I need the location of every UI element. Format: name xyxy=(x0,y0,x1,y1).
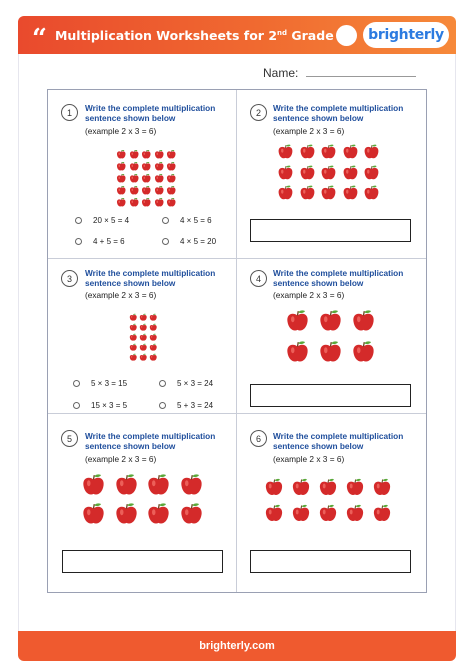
apple-icon xyxy=(299,164,316,181)
apple-icon xyxy=(129,146,140,157)
apple-icon xyxy=(116,194,127,205)
worksheet-header xyxy=(18,16,456,54)
apple-icon xyxy=(318,339,343,364)
apple-icon xyxy=(129,194,140,205)
apple-icon xyxy=(318,477,338,497)
apple-icon xyxy=(166,146,177,157)
answer-box[interactable] xyxy=(250,384,411,407)
question-example: (example 2 x 3 = 6) xyxy=(85,290,157,300)
question-number: 6 xyxy=(250,430,267,447)
radio-button[interactable] xyxy=(162,217,169,224)
apple-icon xyxy=(149,308,158,317)
question-example: (example 2 x 3 = 6) xyxy=(273,290,345,300)
answer-option[interactable]: 15 × 3 = 5 xyxy=(73,401,127,410)
answer-option[interactable]: 5 × 3 = 15 xyxy=(73,379,127,388)
apple-icon xyxy=(146,472,171,497)
apple-icon xyxy=(116,182,127,193)
question-number: 5 xyxy=(61,430,78,447)
radio-button[interactable] xyxy=(159,380,166,387)
apple-icon xyxy=(139,328,148,337)
brighterly-logo: brighterly xyxy=(363,22,449,48)
apple-icon xyxy=(154,146,165,157)
apple-icon xyxy=(179,472,204,497)
apple-icon xyxy=(351,339,376,364)
answer-box[interactable] xyxy=(62,550,223,573)
apple-icon xyxy=(129,170,140,181)
apple-icon xyxy=(291,503,311,523)
question-title: Write the complete multiplication sentence shown below xyxy=(85,103,216,123)
apple-icon xyxy=(166,182,177,193)
quote-mark-icon: “ xyxy=(32,24,47,54)
apple-icon xyxy=(351,308,376,333)
apple-icon xyxy=(139,338,148,347)
apple-icon xyxy=(363,143,380,160)
apple-icon xyxy=(264,477,284,497)
apple-icon xyxy=(141,182,152,193)
apple-icon xyxy=(149,328,158,337)
apple-icon xyxy=(129,348,138,357)
apple-icon xyxy=(299,184,316,201)
radio-button[interactable] xyxy=(159,402,166,409)
apple-icon xyxy=(342,184,359,201)
question-title: Write the complete multiplication sentence shown below xyxy=(85,431,216,451)
apple-icon xyxy=(149,318,158,327)
apple-icon xyxy=(277,143,294,160)
question-number: 3 xyxy=(61,270,78,287)
apple-icon xyxy=(285,339,310,364)
question-number: 1 xyxy=(61,104,78,121)
apple-icon xyxy=(363,164,380,181)
apple-icon xyxy=(114,501,139,526)
apple-icon xyxy=(285,308,310,333)
apple-icon xyxy=(345,503,365,523)
apple-icon xyxy=(129,338,138,347)
question-title: Write the complete multiplication sentence shown below xyxy=(85,268,216,288)
apple-icon xyxy=(149,338,158,347)
apple-icon xyxy=(141,146,152,157)
question-number: 4 xyxy=(250,270,267,287)
answer-box[interactable] xyxy=(250,550,411,573)
apple-icon xyxy=(264,503,284,523)
radio-button[interactable] xyxy=(75,238,82,245)
worksheet-title: Multiplication Worksheets for 2nd Grade xyxy=(54,27,334,43)
question-example: (example 2 x 3 = 6) xyxy=(273,126,345,136)
apple-icon xyxy=(154,170,165,181)
name-label: Name: xyxy=(263,66,299,80)
apple-icon xyxy=(129,158,140,169)
apple-icon xyxy=(116,146,127,157)
answer-option[interactable]: 20 × 5 = 4 xyxy=(75,216,129,225)
apple-icon xyxy=(318,503,338,523)
apple-icon xyxy=(141,158,152,169)
apple-icon xyxy=(116,158,127,169)
answer-option[interactable]: 4 + 5 = 6 xyxy=(75,237,125,246)
apple-icon xyxy=(129,318,138,327)
radio-button[interactable] xyxy=(75,217,82,224)
apple-icon xyxy=(166,170,177,181)
apple-icon xyxy=(342,164,359,181)
apple-icon xyxy=(320,143,337,160)
apple-icon xyxy=(116,170,127,181)
apple-icon xyxy=(299,143,316,160)
apple-icon xyxy=(129,308,138,317)
apple-icon xyxy=(146,501,171,526)
apple-icon xyxy=(129,328,138,337)
name-line xyxy=(306,76,416,77)
apple-icon xyxy=(320,164,337,181)
question-example: (example 2 x 3 = 6) xyxy=(273,454,345,464)
apple-icon xyxy=(363,184,380,201)
site-footer: brighterly.com xyxy=(18,631,456,661)
apple-icon xyxy=(81,472,106,497)
question-title: Write the complete multiplication sentence shown below xyxy=(273,268,404,288)
apple-icon xyxy=(154,158,165,169)
answer-option[interactable]: 5 × 3 = 24 xyxy=(159,379,213,388)
apple-icon xyxy=(318,308,343,333)
apple-icon xyxy=(154,194,165,205)
apple-icon xyxy=(277,164,294,181)
apple-icon xyxy=(166,158,177,169)
apple-icon xyxy=(81,501,106,526)
question-example: (example 2 x 3 = 6) xyxy=(85,126,157,136)
answer-option[interactable]: 5 + 3 = 24 xyxy=(159,401,213,410)
apple-icon xyxy=(372,477,392,497)
apple-icon xyxy=(139,318,148,327)
radio-button[interactable] xyxy=(73,402,80,409)
answer-option[interactable]: 4 × 5 = 6 xyxy=(162,216,212,225)
apple-icon xyxy=(141,194,152,205)
apple-icon xyxy=(114,472,139,497)
apple-icon xyxy=(139,348,148,357)
question-number: 2 xyxy=(250,104,267,121)
apple-icon xyxy=(129,182,140,193)
apple-icon xyxy=(154,182,165,193)
apple-icon xyxy=(277,184,294,201)
apple-icon xyxy=(141,170,152,181)
apple-icon xyxy=(345,477,365,497)
apple-icon xyxy=(320,184,337,201)
radio-button[interactable] xyxy=(162,238,169,245)
question-title: Write the complete multiplication sentence shown below xyxy=(273,431,404,451)
apple-icon xyxy=(149,348,158,357)
answer-box[interactable] xyxy=(250,219,411,242)
apple-icon xyxy=(342,143,359,160)
apple-icon xyxy=(291,477,311,497)
apple-icon xyxy=(372,503,392,523)
question-example: (example 2 x 3 = 6) xyxy=(85,454,157,464)
decorative-dot xyxy=(336,25,357,46)
question-title: Write the complete multiplication sentence shown below xyxy=(273,103,404,123)
apple-icon xyxy=(139,308,148,317)
radio-button[interactable] xyxy=(73,380,80,387)
apple-icon xyxy=(179,501,204,526)
answer-option[interactable]: 4 × 5 = 20 xyxy=(162,237,216,246)
apple-icon xyxy=(166,194,177,205)
